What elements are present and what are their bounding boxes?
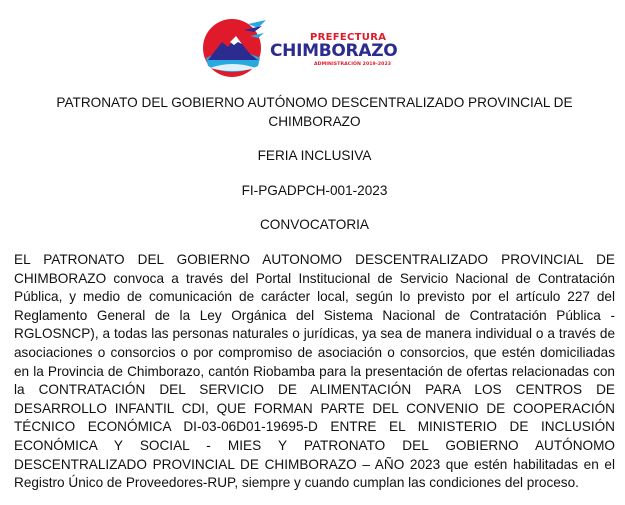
notice-body: EL PATRONATO DEL GOBIERNO AUTONOMO DESCENTRALIZADO PROVINCIAL DE CHIMBORAZO convoca a través del Portal Institucional de Servicio Nacional de Contratación Pública, y medio de comunicación de carácter local, según lo previsto por el artículo 227 del Reglamento General de la Ley Orgánica del Sistema Nacional de Contratación Pública - RGLOSNCP), a todas las personas naturales o jurídicas, ya sea de manera individual o a través de asociaciones o consorcios o por compromiso de asociación o consorcios, que estén domiciliadas en la Provincia de Chimborazo, cantón Riobamba para la presentación de ofertas relacionadas con la CONTRATACIÓN DEL SERVICIO DE ALIMENTACIÓN PARA LOS CENTROS DE DESARROLLO INFANTIL CDI, QUE FORMAN PARTE DEL CONVENIO DE COOPERACIÓN TÉCNICO ECONÓMICA DI-03-06D01-19695-D ENTRE EL MINISTERIO DE INCLUSIÓN ECONÓMICA Y SOCIAL - MIES Y PATRONATO DEL GOBIERNO AUTÓNOMO DESCENTRALIZADO PROVINCIAL DE CHIMBORAZO – AÑO 2023 que estén habilitadas en el Registro Único de Proveedores-RUP, siempre y cuando cumplan las condiciones del proceso. — [14, 251, 615, 491]
document-title: PATRONATO DEL GOBIERNO AUTÓNOMO DESCENTRALIZADO PROVINCIAL DE CHIMBORAZO — [56, 95, 573, 129]
prefectura-logo — [200, 14, 400, 78]
logo-administration-text: ADMINISTRACIÓN 2019-2023 — [314, 62, 392, 67]
logo-brand-name: CHIMBORAZO — [270, 41, 398, 61]
logo-prefectura-text: PREFECTURA — [310, 32, 387, 43]
document-content — [14, 94, 615, 493]
notice-heading: CONVOCATORIA — [259, 217, 369, 233]
logo-wordmark — [270, 14, 400, 78]
process-code: FI-PGADPCH-001-2023 — [241, 182, 388, 198]
event-name: FERIA INCLUSIVA — [257, 148, 372, 164]
chimborazo-emblem-icon — [200, 14, 268, 78]
